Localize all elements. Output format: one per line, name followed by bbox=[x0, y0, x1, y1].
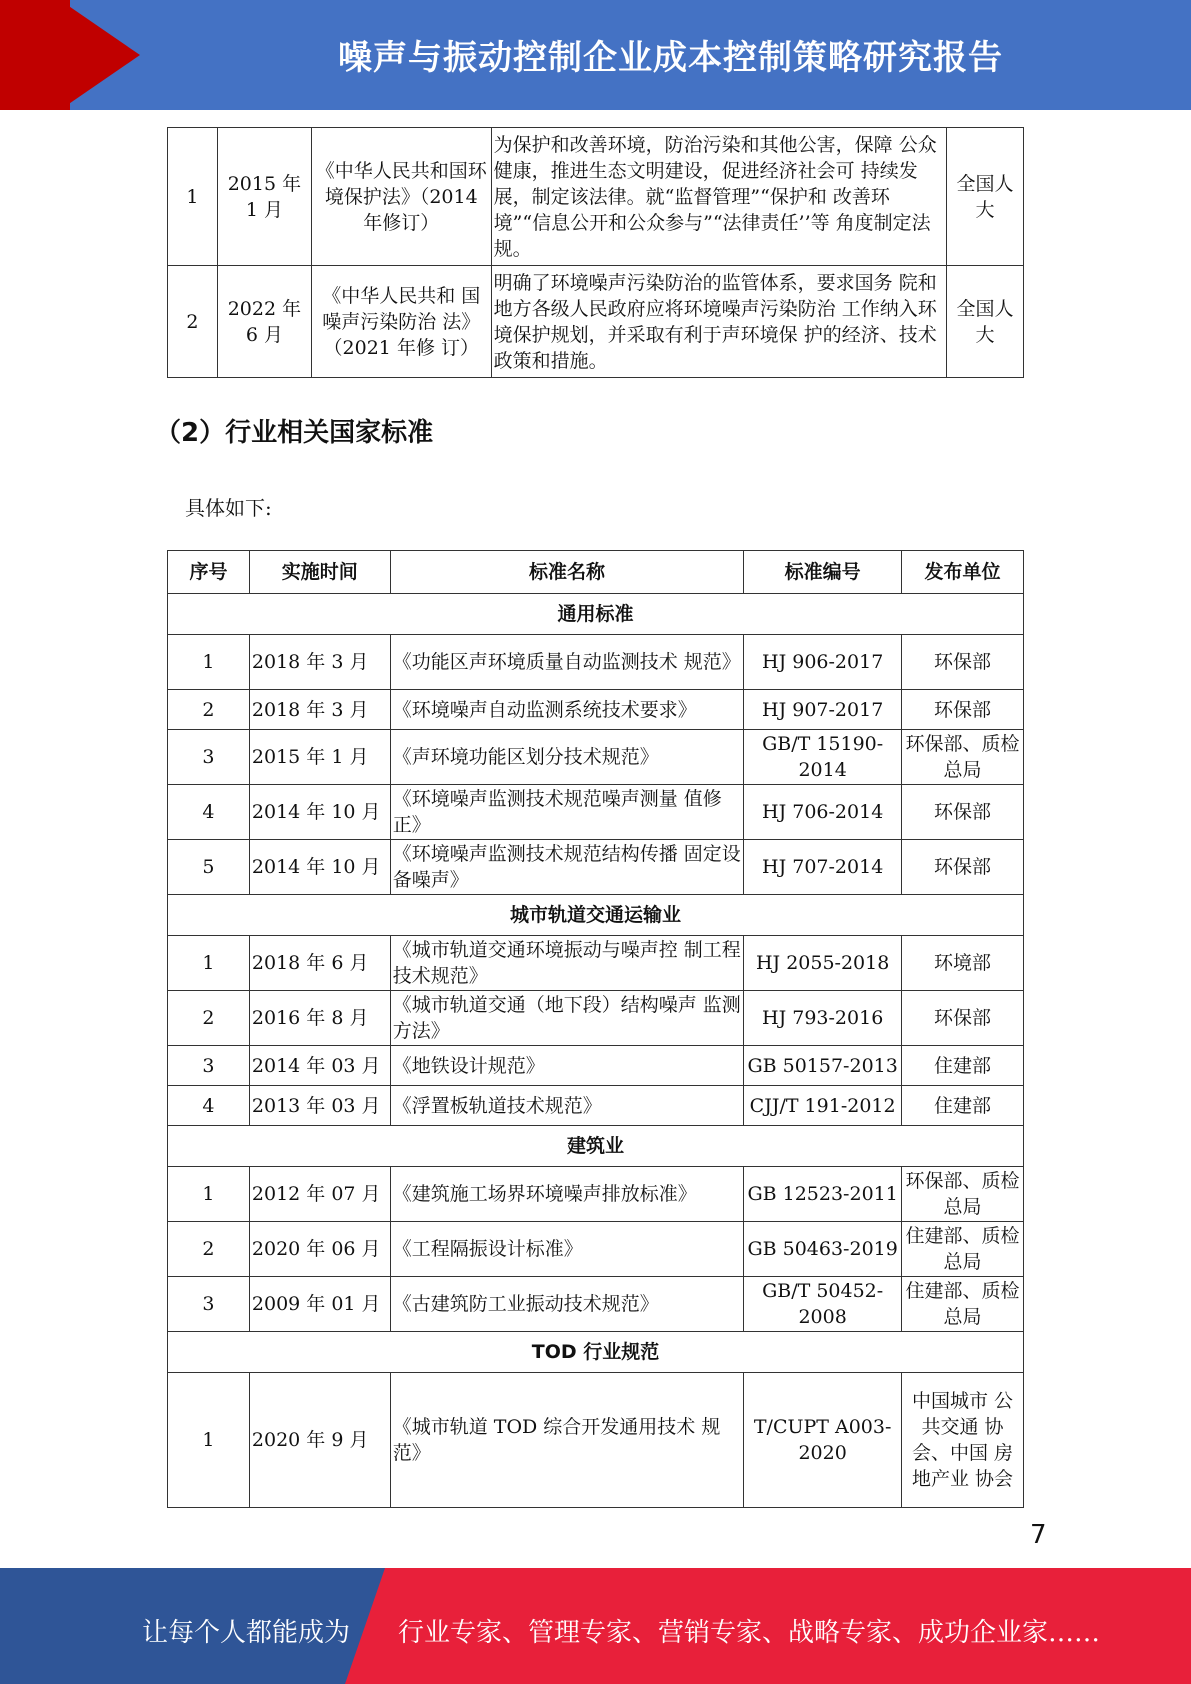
standard-name: 《地铁设计规范》 bbox=[390, 1046, 743, 1086]
row-number: 2 bbox=[168, 1222, 250, 1277]
standard-code: HJ 707-2014 bbox=[744, 840, 902, 895]
row-number: 2 bbox=[168, 266, 218, 378]
standard-name: 《城市轨道交通环境振动与噪声控 制工程技术规范》 bbox=[390, 936, 743, 991]
standard-name: 《环境噪声监测技术规范结构传播 固定设备噪声》 bbox=[390, 840, 743, 895]
standard-code: HJ 906-2017 bbox=[744, 635, 902, 690]
row-number: 1 bbox=[168, 1167, 250, 1222]
effective-date: 2018 年 6 月 bbox=[249, 936, 390, 991]
group-title: 城市轨道交通运输业 bbox=[168, 895, 1024, 936]
issuing-org: 环保部 bbox=[902, 840, 1024, 895]
issuing-org: 住建部、质检总局 bbox=[902, 1277, 1024, 1332]
issuing-org: 全国人大 bbox=[947, 128, 1024, 266]
effective-date: 2015 年 1 月 bbox=[249, 730, 390, 785]
table-row bbox=[168, 1277, 1024, 1332]
footer-slogan-right: 行业专家、管理专家、营销专家、战略专家、成功企业家…… bbox=[398, 1618, 1101, 1648]
row-date: 2015 年 1 月 bbox=[217, 128, 311, 266]
effective-date: 2020 年 06 月 bbox=[249, 1222, 390, 1277]
column-header: 序号 bbox=[168, 551, 250, 594]
table-row bbox=[168, 840, 1024, 895]
standard-code: T/CUPT A003-2020 bbox=[744, 1373, 902, 1508]
standard-code: HJ 706-2014 bbox=[744, 785, 902, 840]
law-table bbox=[167, 127, 1024, 378]
law-table-row bbox=[168, 128, 1024, 266]
effective-date: 2018 年 3 月 bbox=[249, 690, 390, 730]
issuing-org: 中国城市 公共交通 协会、中国 房地产业 协会 bbox=[902, 1373, 1024, 1508]
law-content: 明确了环境噪声污染防治的监管体系，要求国务 院和地方各级人民政府应将环境噪声污染防治 工作纳入环境保护规划，并采取有利于声环境保 护的经济、技术政策和措施。 bbox=[491, 266, 946, 378]
standard-name: 《浮置板轨道技术规范》 bbox=[390, 1086, 743, 1126]
group-title: 通用标准 bbox=[168, 594, 1024, 635]
issuing-org: 环境部 bbox=[902, 936, 1024, 991]
issuing-org: 环保部、质检总局 bbox=[902, 730, 1024, 785]
issuing-org: 住建部 bbox=[902, 1086, 1024, 1126]
effective-date: 2018 年 3 月 bbox=[249, 635, 390, 690]
table-row bbox=[168, 1373, 1024, 1508]
effective-date: 2020 年 9 月 bbox=[249, 1373, 390, 1508]
standard-name: 《工程隔振设计标准》 bbox=[390, 1222, 743, 1277]
issuing-org: 全国人大 bbox=[947, 266, 1024, 378]
section-intro: 具体如下: bbox=[185, 496, 272, 520]
table-row bbox=[168, 1222, 1024, 1277]
row-number: 1 bbox=[168, 936, 250, 991]
standard-code: CJJ/T 191-2012 bbox=[744, 1086, 902, 1126]
issuing-org: 环保部、质检总局 bbox=[902, 1167, 1024, 1222]
effective-date: 2016 年 8 月 bbox=[249, 991, 390, 1046]
table-row bbox=[168, 936, 1024, 991]
effective-date: 2012 年 07 月 bbox=[249, 1167, 390, 1222]
group-title-row bbox=[168, 1332, 1024, 1373]
table-row bbox=[168, 785, 1024, 840]
group-title: 建筑业 bbox=[168, 1126, 1024, 1167]
footer-slogan-left: 让每个人都能成为 bbox=[142, 1618, 351, 1648]
issuing-org: 环保部 bbox=[902, 991, 1024, 1046]
law-table-row bbox=[168, 266, 1024, 378]
issuing-org: 住建部 bbox=[902, 1046, 1024, 1086]
effective-date: 2014 年 10 月 bbox=[249, 840, 390, 895]
row-number: 1 bbox=[168, 1373, 250, 1508]
effective-date: 2014 年 10 月 bbox=[249, 785, 390, 840]
table-row bbox=[168, 730, 1024, 785]
group-title-row bbox=[168, 594, 1024, 635]
row-number: 5 bbox=[168, 840, 250, 895]
standard-name: 《声环境功能区划分技术规范》 bbox=[390, 730, 743, 785]
row-number: 4 bbox=[168, 785, 250, 840]
group-title-row bbox=[168, 895, 1024, 936]
row-number: 1 bbox=[168, 128, 218, 266]
issuing-org: 环保部 bbox=[902, 635, 1024, 690]
row-number: 2 bbox=[168, 991, 250, 1046]
row-number: 3 bbox=[168, 730, 250, 785]
table-header-row bbox=[168, 551, 1024, 594]
standard-name: 《城市轨道 TOD 综合开发通用技术 规范》 bbox=[390, 1373, 743, 1508]
row-number: 2 bbox=[168, 690, 250, 730]
effective-date: 2014 年 03 月 bbox=[249, 1046, 390, 1086]
issuing-org: 住建部、质检总局 bbox=[902, 1222, 1024, 1277]
row-number: 1 bbox=[168, 635, 250, 690]
table-row bbox=[168, 1086, 1024, 1126]
standard-code: GB 50463-2019 bbox=[744, 1222, 902, 1277]
standard-name: 《环境噪声监测技术规范噪声测量 值修正》 bbox=[390, 785, 743, 840]
standard-code: HJ 2055-2018 bbox=[744, 936, 902, 991]
issuing-org: 环保部 bbox=[902, 690, 1024, 730]
row-number: 4 bbox=[168, 1086, 250, 1126]
standard-code: GB/T 50452-2008 bbox=[744, 1277, 902, 1332]
row-date: 2022 年 6 月 bbox=[217, 266, 311, 378]
standard-code: GB 50157-2013 bbox=[744, 1046, 902, 1086]
report-title: 噪声与振动控制企业成本控制策略研究报告 bbox=[338, 38, 1003, 78]
standard-code: GB 12523-2011 bbox=[744, 1167, 902, 1222]
group-title-row bbox=[168, 1126, 1024, 1167]
footer-blue-slant bbox=[345, 1568, 385, 1684]
standard-name: 《环境噪声自动监测系统技术要求》 bbox=[390, 690, 743, 730]
row-number: 3 bbox=[168, 1046, 250, 1086]
standard-name: 《古建筑防工业振动技术规范》 bbox=[390, 1277, 743, 1332]
header-red-arrow bbox=[60, 0, 140, 110]
group-title: TOD 行业规范 bbox=[168, 1332, 1024, 1373]
row-number: 3 bbox=[168, 1277, 250, 1332]
column-header: 标准编号 bbox=[744, 551, 902, 594]
standard-name: 《功能区声环境质量自动监测技术 规范》 bbox=[390, 635, 743, 690]
standard-name: 《建筑施工场界环境噪声排放标准》 bbox=[390, 1167, 743, 1222]
table-row bbox=[168, 690, 1024, 730]
column-header: 实施时间 bbox=[249, 551, 390, 594]
table-row bbox=[168, 635, 1024, 690]
section-heading: （2）行业相关国家标准 bbox=[155, 418, 434, 448]
table-row bbox=[168, 991, 1024, 1046]
page-header bbox=[0, 0, 1191, 110]
page-footer bbox=[0, 1568, 1191, 1684]
standard-code: HJ 907-2017 bbox=[744, 690, 902, 730]
column-header: 发布单位 bbox=[902, 551, 1024, 594]
table-row bbox=[168, 1167, 1024, 1222]
column-header: 标准名称 bbox=[390, 551, 743, 594]
standard-name: 《城市轨道交通（地下段）结构噪声 监测方法》 bbox=[390, 991, 743, 1046]
effective-date: 2013 年 03 月 bbox=[249, 1086, 390, 1126]
standard-code: HJ 793-2016 bbox=[744, 991, 902, 1046]
table-row bbox=[168, 1046, 1024, 1086]
standards-table bbox=[167, 550, 1024, 1508]
issuing-org: 环保部 bbox=[902, 785, 1024, 840]
law-content: 为保护和改善环境，防治污染和其他公害，保障 公众健康，推进生态文明建设，促进经济社会可 持续发展，制定该法律。就“监督管理”“保护和 改善环境”“信息公开和公众参与”“法律责任’’等 角度制定法规。 bbox=[491, 128, 946, 266]
effective-date: 2009 年 01 月 bbox=[249, 1277, 390, 1332]
law-name: 《中华人民共和国环境保护法》（2014 年修订） bbox=[311, 128, 491, 266]
page-bottom-margin bbox=[0, 1513, 1191, 1568]
standard-code: GB/T 15190-2014 bbox=[744, 730, 902, 785]
law-name: 《中华人民共和 国噪声污染防治 法》（2021 年修 订） bbox=[311, 266, 491, 378]
page-number: 7 bbox=[1030, 1520, 1047, 1550]
